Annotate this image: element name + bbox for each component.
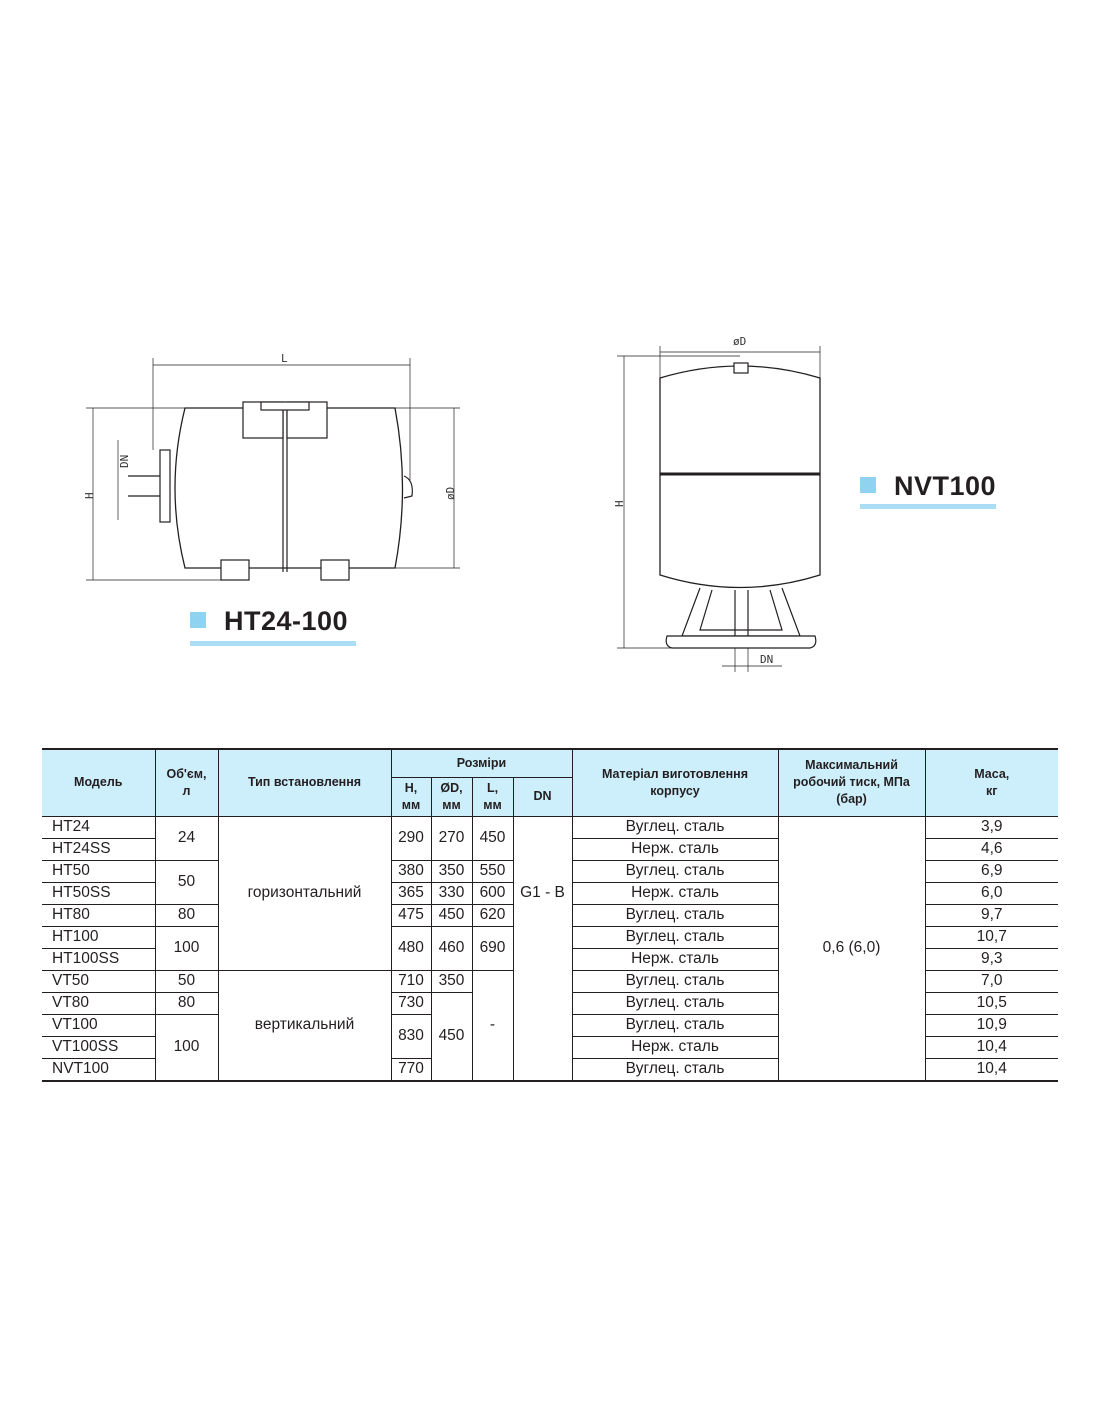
cell-dn	[513, 970, 572, 1081]
ht-model-text: HT24-100	[224, 606, 349, 636]
cell-model: VT100	[42, 1014, 155, 1036]
header-material: Матеріал виготовлення корпусу	[572, 749, 778, 816]
table-row	[42, 816, 1058, 838]
ht-dim-d-label: øD	[444, 486, 457, 500]
cell-mass: 10,4	[925, 1058, 1058, 1081]
cell-model: VT50	[42, 970, 155, 992]
cell-mass: 10,5	[925, 992, 1058, 1014]
label-underline	[190, 641, 356, 646]
cell-material: Вуглец. сталь	[572, 1058, 778, 1081]
cell-material: Вуглец. сталь	[572, 860, 778, 882]
cell-mass: 10,7	[925, 926, 1058, 948]
cell-material: Нерж. сталь	[572, 948, 778, 970]
cell-mass: 10,4	[925, 1036, 1058, 1058]
cell-h: 365	[391, 882, 431, 904]
header-dimensions: Розміри	[391, 749, 572, 777]
cell-install-type: вертикальний	[218, 970, 391, 1081]
cell-d: 270	[431, 816, 472, 860]
cell-material: Вуглец. сталь	[572, 816, 778, 838]
header-pressure: Максимальний робочий тиск, МПа (бар)	[778, 749, 925, 816]
cell-volume: 80	[155, 992, 218, 1014]
cell-d: 350	[431, 860, 472, 882]
cell-model: HT100	[42, 926, 155, 948]
cell-volume: 100	[155, 926, 218, 970]
cell-volume: 50	[155, 970, 218, 992]
header-install-type: Тип встановлення	[218, 749, 391, 816]
header-model: Модель	[42, 749, 155, 816]
cell-d: 450	[431, 992, 472, 1081]
ht-dim-h-label: H	[83, 492, 96, 499]
cell-l: 620	[472, 904, 513, 926]
cell-l: 550	[472, 860, 513, 882]
cell-l: -	[472, 970, 513, 1081]
cell-h: 710	[391, 970, 431, 992]
cell-material: Нерж. сталь	[572, 882, 778, 904]
nvt-tank-drawing	[617, 346, 820, 672]
cell-mass: 7,0	[925, 970, 1058, 992]
cell-model: VT80	[42, 992, 155, 1014]
cell-volume: 80	[155, 904, 218, 926]
cell-d: 330	[431, 882, 472, 904]
cell-material: Вуглец. сталь	[572, 1014, 778, 1036]
header-l: L, мм	[472, 777, 513, 816]
bullet-square-icon	[860, 477, 876, 493]
cell-mass: 9,3	[925, 948, 1058, 970]
cell-material: Вуглец. сталь	[572, 992, 778, 1014]
nvt-dim-h-label: H	[613, 500, 626, 507]
header-h: H, мм	[391, 777, 431, 816]
cell-l: 450	[472, 816, 513, 860]
cell-d: 460	[431, 926, 472, 970]
cell-mass: 10,9	[925, 1014, 1058, 1036]
cell-material: Нерж. сталь	[572, 1036, 778, 1058]
nvt-model-text: NVT100	[894, 471, 997, 501]
cell-material: Вуглец. сталь	[572, 970, 778, 992]
nvt-dim-dn-label: DN	[760, 653, 774, 666]
cell-model: HT80	[42, 904, 155, 926]
cell-volume: 100	[155, 1014, 218, 1081]
cell-pressure: 0,6 (6,0)	[778, 816, 925, 1081]
cell-material: Вуглец. сталь	[572, 926, 778, 948]
cell-model: HT50SS	[42, 882, 155, 904]
bullet-square-icon	[190, 612, 206, 628]
cell-install-type: горизонтальний	[218, 816, 391, 970]
cell-dn: G1 - B	[513, 816, 572, 970]
label-underline	[860, 504, 996, 509]
cell-volume: 50	[155, 860, 218, 904]
cell-model: HT100SS	[42, 948, 155, 970]
cell-h: 830	[391, 1014, 431, 1058]
cell-model: HT24SS	[42, 838, 155, 860]
cell-model: HT50	[42, 860, 155, 882]
cell-h: 475	[391, 904, 431, 926]
cell-model: NVT100	[42, 1058, 155, 1081]
cell-h: 290	[391, 816, 431, 860]
ht-tank-drawing	[86, 358, 460, 580]
cell-volume: 24	[155, 816, 218, 860]
ht-dim-dn-label: DN	[118, 454, 131, 468]
cell-l: 600	[472, 882, 513, 904]
cell-material: Вуглец. сталь	[572, 904, 778, 926]
ht-dim-l-label: L	[281, 352, 288, 365]
cell-l: 690	[472, 926, 513, 970]
header-volume: Об'єм, л	[155, 749, 218, 816]
header-mass: Маса, кг	[925, 749, 1058, 816]
cell-model: VT100SS	[42, 1036, 155, 1058]
cell-mass: 4,6	[925, 838, 1058, 860]
cell-material: Нерж. сталь	[572, 838, 778, 860]
cell-h: 770	[391, 1058, 431, 1081]
nvt-model-label	[860, 471, 996, 502]
cell-d: 350	[431, 970, 472, 992]
cell-model: HT24	[42, 816, 155, 838]
cell-mass: 6,9	[925, 860, 1058, 882]
nvt-dim-d-label: øD	[733, 335, 747, 348]
cell-h: 480	[391, 926, 431, 970]
cell-mass: 6,0	[925, 882, 1058, 904]
header-d: ØD, мм	[431, 777, 472, 816]
cell-mass: 3,9	[925, 816, 1058, 838]
ht-model-label	[190, 606, 348, 637]
cell-mass: 9,7	[925, 904, 1058, 926]
header-dn: DN	[513, 777, 572, 816]
cell-d: 450	[431, 904, 472, 926]
cell-h: 380	[391, 860, 431, 882]
cell-h: 730	[391, 992, 431, 1014]
spec-table	[42, 748, 1058, 1082]
